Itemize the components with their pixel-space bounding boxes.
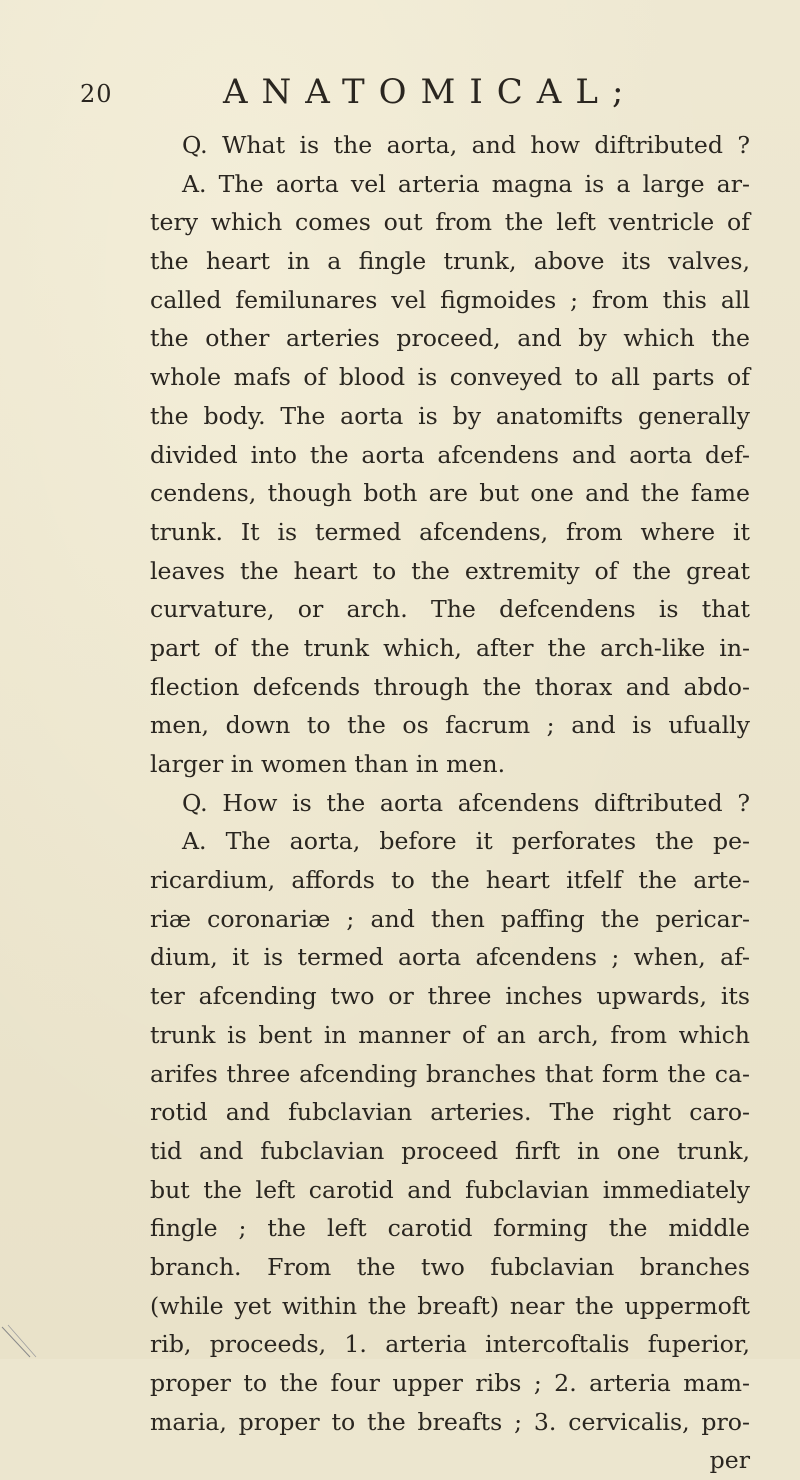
text-line: per bbox=[709, 1446, 750, 1475]
text-line: trunk is bent in manner of an arch, from which bbox=[150, 1020, 750, 1049]
page-header bbox=[80, 72, 740, 118]
text-line: curvature, or arch. The defcendens is that bbox=[150, 595, 750, 624]
page-number: 20 bbox=[80, 80, 113, 108]
text-line: whole mafs of blood is conveyed to all parts of bbox=[150, 363, 750, 392]
text-line: ricardium, affords to the heart itfelf the arte- bbox=[150, 866, 750, 895]
text-line: the body. The aorta is by anatomifts generally bbox=[150, 401, 750, 430]
text-line: Q. How is the aorta afcendens diftributed ? bbox=[182, 788, 750, 817]
text-line: A. The aorta vel arteria magna is a large ar- bbox=[182, 169, 750, 198]
text-line: A. The aorta, before it perforates the pe- bbox=[182, 827, 750, 856]
text-line: proper to the four upper ribs ; 2. arteria mam- bbox=[150, 1369, 750, 1397]
text-line: ter afcending two or three inches upwards, its bbox=[150, 982, 750, 1011]
page-corner-fold-mark bbox=[0, 1319, 40, 1359]
text-line: rotid and fubclavian arteries. The right caro- bbox=[150, 1098, 750, 1127]
text-line: the heart in a fingle trunk, above its valves, bbox=[150, 247, 750, 276]
text-line: (while yet within the breaft) near the uppermoft bbox=[150, 1291, 750, 1320]
text-line: branch. From the two fubclavian branches bbox=[150, 1252, 750, 1281]
text-line: tid and fubclavian proceed firft in one trunk, bbox=[150, 1136, 750, 1165]
text-line: rib, proceeds, 1. arteria intercoftalis fuperior, bbox=[150, 1330, 750, 1359]
text-line: riæ coronariæ ; and then paffing the pericar- bbox=[150, 904, 750, 933]
body-text bbox=[150, 126, 750, 1480]
text-line: Q. What is the aorta, and how diftributed ? bbox=[182, 131, 750, 159]
running-head: ANATOMICAL; bbox=[223, 72, 638, 112]
text-line: flection defcends through the thorax and abdo- bbox=[150, 672, 750, 701]
text-line: maria, proper to the breafts ; 3. cervicalis, pro- bbox=[150, 1407, 750, 1436]
text-line: but the left carotid and fubclavian immediately bbox=[150, 1175, 750, 1204]
text-line: arifes three afcending branches that form the ca- bbox=[150, 1059, 750, 1088]
text-line: men, down to the os facrum ; and is ufually bbox=[150, 711, 750, 740]
text-line: trunk. It is termed afcendens, from where it bbox=[150, 517, 750, 546]
text-line: divided into the aorta afcendens and aorta def- bbox=[150, 440, 750, 469]
text-line: fingle ; the left carotid forming the middle bbox=[150, 1214, 750, 1243]
text-line: tery which comes out from the left ventricle of bbox=[150, 208, 750, 237]
text-line: leaves the heart to the extremity of the great bbox=[150, 556, 750, 585]
text-line: the other arteries proceed, and by which the bbox=[150, 324, 750, 353]
text-line: called femilunares vel figmoides ; from this all bbox=[150, 285, 750, 314]
text-line: part of the trunk which, after the arch-like in- bbox=[150, 633, 750, 662]
text-line: dium, it is termed aorta afcendens ; when, af- bbox=[150, 943, 750, 972]
text-line: larger in women than in men. bbox=[150, 750, 506, 778]
text-line: cendens, though both are but one and the fame bbox=[150, 479, 750, 508]
